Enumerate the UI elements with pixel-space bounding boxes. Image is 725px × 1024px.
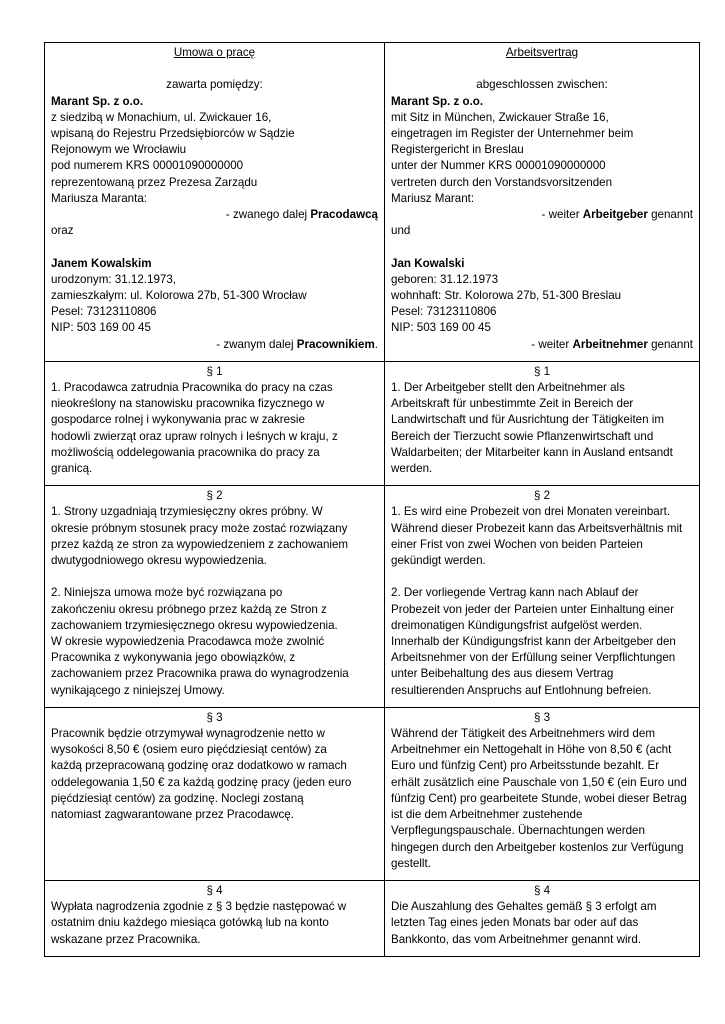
employer-reference-de: - weiter Arbeitgeber genannt xyxy=(541,208,693,222)
text-line: Während der Tätigkeit des Arbeitnehmers wird dem xyxy=(391,727,655,741)
text-line: geboren: 31.12.1973 xyxy=(391,272,499,286)
employer-name-pl: Marant Sp. z o.o. xyxy=(51,94,144,108)
paragraph xyxy=(391,585,693,698)
section-row-3 xyxy=(45,707,700,880)
text-line: gekündigt werden. xyxy=(391,554,486,568)
text-line: urodzonym: 31.12.1973, xyxy=(51,272,177,286)
paragraph xyxy=(391,380,693,477)
text-line: Bankkonto, das vom Arbeitnehmer genannt wird. xyxy=(391,932,642,946)
section-body-de xyxy=(391,899,693,948)
text-line: Pracownik będzie otrzymywał wynagrodzenie netto w xyxy=(51,727,325,741)
employer-details-de xyxy=(391,110,693,207)
and-pl: oraz xyxy=(51,224,74,238)
section-cell-de xyxy=(385,880,700,956)
text-line: reprezentowaną przez Prezesa Zarządu xyxy=(51,175,258,189)
employee-details-de xyxy=(391,272,693,337)
text-line: unter der Nummer KRS 00001090000000 xyxy=(391,159,606,173)
contract-table xyxy=(44,42,700,957)
text-line: Landwirtschaft und für Ausrichtung der Tätigkeiten im xyxy=(391,413,665,427)
text-line: fünfzig Cent) pro gearbeitete Stunde, wobei dieser Betrag xyxy=(391,791,687,805)
header-row xyxy=(45,43,700,362)
paragraph xyxy=(51,585,378,698)
text-line: resultierenden Anspruchs auf Entlohnung befreien. xyxy=(391,683,652,697)
paragraph xyxy=(391,726,693,872)
text-line: Pesel: 73123110806 xyxy=(391,305,497,319)
text-line: gospodarce rolnej i wykonywania prac w zakresie xyxy=(51,413,305,427)
paragraph xyxy=(391,504,693,569)
text-line: gestellt. xyxy=(391,856,431,870)
text-line: Verpflegungspauschale. Übernachtungen werden xyxy=(391,824,645,838)
paragraph xyxy=(51,899,378,948)
text-line: pod numerem KRS 00001090000000 xyxy=(51,159,244,173)
text-line: dreimonatigen Kündigungsfrist aufgelöst werden. xyxy=(391,618,643,632)
text-line: pięćdziesiąt centów) za godzinę. Noclegi zostaną xyxy=(51,791,304,805)
section-heading-de: § 1 xyxy=(533,364,551,378)
text-line: Wypłata nagrodzenia zgodnie z § 3 będzie następować w xyxy=(51,900,347,914)
employer-name-de: Marant Sp. z o.o. xyxy=(391,94,484,108)
section-body-de xyxy=(391,504,693,698)
concluded-pl: zawarta pomiędzy: xyxy=(166,78,263,92)
paragraph xyxy=(51,380,378,477)
text-line: zamieszkałym: ul. Kolorowa 27b, 51-300 Wrocław xyxy=(51,289,307,303)
text-line: Arbeitnehmer ein Nettogehalt in Höhe von 8,50 € (acht xyxy=(391,743,672,757)
text-line: unter Beibehaltung des aus diesem Vertrag xyxy=(391,667,614,681)
text-line: vertreten durch den Vorstandsvorsitzenden xyxy=(391,175,613,189)
section-heading-pl: § 2 xyxy=(206,489,223,503)
text-line: wohnhaft: Str. Kolorowa 27b, 51-300 Breslau xyxy=(391,289,622,303)
text-line: Die Auszahlung des Gehaltes gemäß § 3 erfolgt am xyxy=(391,900,657,914)
paragraph xyxy=(391,899,693,948)
text-line: hodowli zwierząt oraz upraw rolnych i leśnych w kraju, z xyxy=(51,429,338,443)
text-line: 2. Der vorliegende Vertrag kann nach Ablauf der xyxy=(391,586,639,600)
section-body-pl xyxy=(51,380,378,477)
and-de: und xyxy=(391,224,411,238)
text-line: wskazane przez Pracownika. xyxy=(51,932,201,946)
section-cell-pl xyxy=(45,361,385,485)
section-cell-pl xyxy=(45,707,385,880)
employee-reference-de: - weiter Arbeitnehmer genannt xyxy=(531,337,693,351)
text-line: Während dieser Probezeit kann das Arbeitsverhältnis mit xyxy=(391,521,683,535)
text-line: Waldarbeiten; der Mitarbeiter kann in Ausland entsandt xyxy=(391,445,673,459)
section-cell-de xyxy=(385,361,700,485)
title-de: Arbeitsvertrag xyxy=(505,46,579,59)
text-line: Bereich der Tierzucht sowie Pflanzenwirtschaft und xyxy=(391,429,654,443)
text-line: ist die dem Arbeitnehmer zustehende xyxy=(391,808,583,822)
text-line: ostatnim dniu każdego miesiąca gotówką lub na konto xyxy=(51,916,329,930)
section-row-2 xyxy=(45,486,700,708)
text-line: 1. Strony uzgadniają trzymiesięczny okres próbny. W xyxy=(51,505,323,519)
text-line: oddelegowania 1,50 € za każdą godzinę pracy (jeden euro xyxy=(51,775,352,789)
text-line: hingegen durch den Arbeitgeber kostenlos zur Verfügung xyxy=(391,840,684,854)
text-line: zachowaniem przez Pracownika prawa do wynagrodzenia xyxy=(51,667,349,681)
text-line: Arbeitsnehmer von der Erfüllung seiner Verpflichtungen xyxy=(391,651,676,665)
employer-reference-pl: - zwanego dalej Pracodawcą xyxy=(225,208,378,222)
header-cell-de xyxy=(385,43,700,362)
section-heading-de: § 2 xyxy=(533,489,551,503)
text-line: Innerhalb der Kündigungsfrist kann der Arbeitgeber den xyxy=(391,635,676,649)
section-cell-pl xyxy=(45,880,385,956)
text-line: Pracownika z wykonywania jego obowiązków, z xyxy=(51,651,296,665)
employee-reference-pl: - zwanym dalej Pracownikiem. xyxy=(216,337,378,351)
text-line: erhält zusätzlich eine Pauschale von 1,50 € (ein Euro und xyxy=(391,775,687,789)
text-line: przez każdą ze stron za wypowiedzeniem z zachowaniem xyxy=(51,537,349,551)
concluded-de: abgeschlossen zwischen: xyxy=(476,78,608,92)
text-line: NIP: 503 169 00 45 xyxy=(51,321,151,335)
text-line: Pesel: 73123110806 xyxy=(51,305,157,319)
text-line: mit Sitz in München, Zwickauer Straße 16, xyxy=(391,110,609,124)
title-pl: Umowa o pracę xyxy=(173,46,256,59)
text-line: nieokreślony na stanowisku pracownika fizycznego w xyxy=(51,397,325,411)
section-heading-pl: § 3 xyxy=(206,710,223,724)
employee-name-pl: Janem Kowalskim xyxy=(51,256,152,270)
section-body-pl xyxy=(51,726,378,823)
text-line: letzten Tag eines jeden Monats bar oder auf das xyxy=(391,916,639,930)
text-line: Probezeit von jeder der Parteien unter Einhaltung einer xyxy=(391,602,674,616)
section-heading-pl: § 1 xyxy=(206,364,223,378)
text-line: zachowaniem trzymiesięcznego okresu wypowiedzenia. xyxy=(51,618,338,632)
section-cell-pl xyxy=(45,486,385,708)
text-line: Mariusza Maranta: xyxy=(51,191,148,205)
text-line: z siedzibą w Monachium, ul. Zwickauer 16, xyxy=(51,110,272,124)
paragraph xyxy=(51,726,378,823)
text-line: granicą. xyxy=(51,462,93,476)
employee-details-pl xyxy=(51,272,378,337)
text-line: Registergericht in Breslau xyxy=(391,143,524,157)
employer-details-pl xyxy=(51,110,378,207)
text-line: Rejonowym we Wrocławiu xyxy=(51,143,187,157)
section-cell-de xyxy=(385,707,700,880)
text-line: okresie próbnym stosunek pracy może zostać rozwiązany xyxy=(51,521,348,535)
section-body-pl xyxy=(51,899,378,948)
text-line: Mariusz Marant: xyxy=(391,191,475,205)
section-row-1 xyxy=(45,361,700,485)
section-body-pl xyxy=(51,504,378,698)
contract-document xyxy=(44,42,700,957)
text-line: wynikającego z niniejszej Umowy. xyxy=(51,683,225,697)
section-row-4 xyxy=(45,880,700,956)
text-line: zakończeniu okresu próbnego przez każdą ze Stron z xyxy=(51,602,327,616)
text-line: Arbeitskraft für unbestimmte Zeit in Bereich der xyxy=(391,397,634,411)
text-line: wysokości 8,50 € (osiem euro pięćdziesiąt centów) za xyxy=(51,743,327,757)
text-line: NIP: 503 169 00 45 xyxy=(391,321,491,335)
text-line: 1. Pracodawca zatrudnia Pracownika do pracy na czas xyxy=(51,381,333,395)
section-cell-de xyxy=(385,486,700,708)
section-heading-pl: § 4 xyxy=(206,883,223,897)
text-line: werden. xyxy=(391,462,433,476)
employee-name-de: Jan Kowalski xyxy=(391,256,465,270)
text-line: natomiast zagwarantowane przez Pracodawcę. xyxy=(51,808,294,822)
paragraph xyxy=(51,504,378,569)
text-line: einer Frist von zwei Wochen von beiden Parteien xyxy=(391,537,643,551)
section-heading-de: § 3 xyxy=(533,710,551,724)
text-line: 1. Der Arbeitgeber stellt den Arbeitnehmer als xyxy=(391,381,625,395)
section-body-de xyxy=(391,380,693,477)
text-line: możliwością oddelegowania pracownika do pracy za xyxy=(51,445,320,459)
text-line: wpisaną do Rejestru Przedsiębiorców w Sądzie xyxy=(51,127,295,140)
text-line: eingetragen im Register der Unternehmer beim xyxy=(391,127,634,140)
section-heading-de: § 4 xyxy=(533,883,551,897)
text-line: Euro und fünfzig Cent) pro Arbeitsstunde bezahlt. Er xyxy=(391,759,660,773)
section-body-de xyxy=(391,726,693,872)
text-line: każdą przepracowaną godzinę oraz dodatkowo w ramach xyxy=(51,759,347,773)
text-line: 2. Niniejsza umowa może być rozwiązana po xyxy=(51,586,283,600)
text-line: 1. Es wird eine Probezeit von drei Monaten vereinbart. xyxy=(391,505,671,519)
text-line: dwutygodniowego okresu wypowiedzenia. xyxy=(51,554,267,568)
header-cell-pl xyxy=(45,43,385,362)
text-line: W okresie wypowiedzenia Pracodawca może zwolnić xyxy=(51,635,325,649)
